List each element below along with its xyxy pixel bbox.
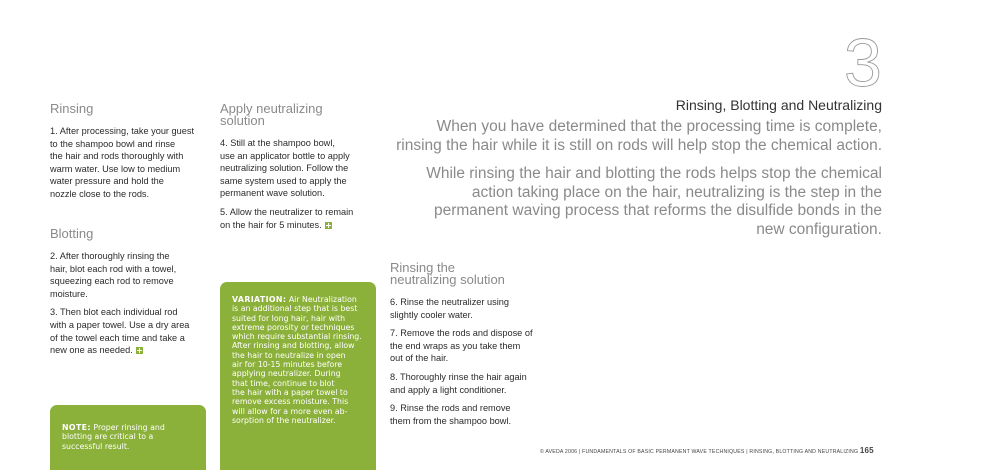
page-title: Rinsing, Blotting and Neutralizing — [675, 97, 882, 113]
rinsing-neutralizing-section — [390, 262, 560, 433]
apply-neutralizing-heading: Apply neutralizing solution — [220, 101, 323, 128]
plus-icon — [136, 347, 143, 354]
step-2-text: 2. After thoroughly rinsing the hair, blot each rod with a towel, squeezing each rod to remove moisture. — [50, 251, 177, 299]
chapter-number — [844, 30, 884, 90]
rinsing-section — [50, 103, 210, 207]
step-1-text: 1. After processing, take your guest to the shampoo bowl and rinse the hair and rods thoroughly with warm water. Use low to medium water pressure and hold the nozzle close to the rods. — [50, 126, 195, 199]
apply-neutralizing-section — [220, 103, 380, 237]
rinsing-heading: Rinsing — [50, 101, 94, 116]
intro-paragraph-2: While rinsing the hair and blotting the rods helps stop the chemical action taking place on the hair, neutralizing is the step in the permanent waving process that reforms the disulfide bonds in the new configuration. — [426, 165, 882, 238]
step-7-text: 7. Remove the rods and dispose of the end wraps as you take them out of the hair. — [390, 328, 533, 364]
step-3-text: 3. Then blot each individual rod with a paper towel. Use a dry area of the towel each time and take a new one as needed. — [50, 307, 190, 356]
blotting-heading: Blotting — [50, 226, 94, 241]
step-8-text: 8. Thoroughly rinse the hair again and apply a light conditioner. — [390, 371, 527, 395]
blotting-section — [50, 228, 210, 363]
step-6-text: 6. Rinse the neutralizer using slightly cooler water. — [390, 297, 509, 320]
step-9-text: 9. Rinse the rods and remove them from the shampoo bowl. — [390, 403, 512, 426]
note-text: NOTE: Proper rinsing and blotting are critical to a successful result. — [62, 423, 165, 451]
variation-text: VARIATION: Air Neutralization is an additional step that is best suited for long hair, hair with extreme porosity or techniques which require substantial rinsing. After rinsing and blotting, allow the hair to neutralize in open air for 10-15 minutes before applying neutralizer. During that time, continue to blot the hair with a paper towel to remove excess moisture. This will allow for a more even ab- sorption of the neutralizer. — [232, 295, 362, 425]
plus-icon — [325, 222, 332, 229]
note-box — [50, 405, 206, 470]
step-4-text: 4. Still at the shampoo bowl, use an applicator bottle to apply neutralizing solution. Follow the same system used to apply the permanent wave solution. — [220, 138, 350, 199]
variation-box — [220, 282, 376, 470]
page-number: 165 — [859, 446, 874, 455]
intro-paragraph-1: When you have determined that the processing time is complete, rinsing the hair while it is still on rods will help stop the chemical action. — [396, 118, 882, 154]
page-footer — [540, 446, 874, 455]
footer-text: © AVEDA 2006 | FUNDAMENTALS OF BASIC PERMANENT WAVE TECHNIQUES | RINSING, BLOTTING AND NEUTRALIZING — [540, 449, 859, 455]
rinsing-neutralizing-heading: Rinsing the neutralizing solution — [390, 260, 505, 287]
svg-text:3: 3 — [844, 30, 882, 90]
step-5-text: 5. Allow the neutralizer to remain on the hair for 5 minutes. — [220, 206, 354, 230]
